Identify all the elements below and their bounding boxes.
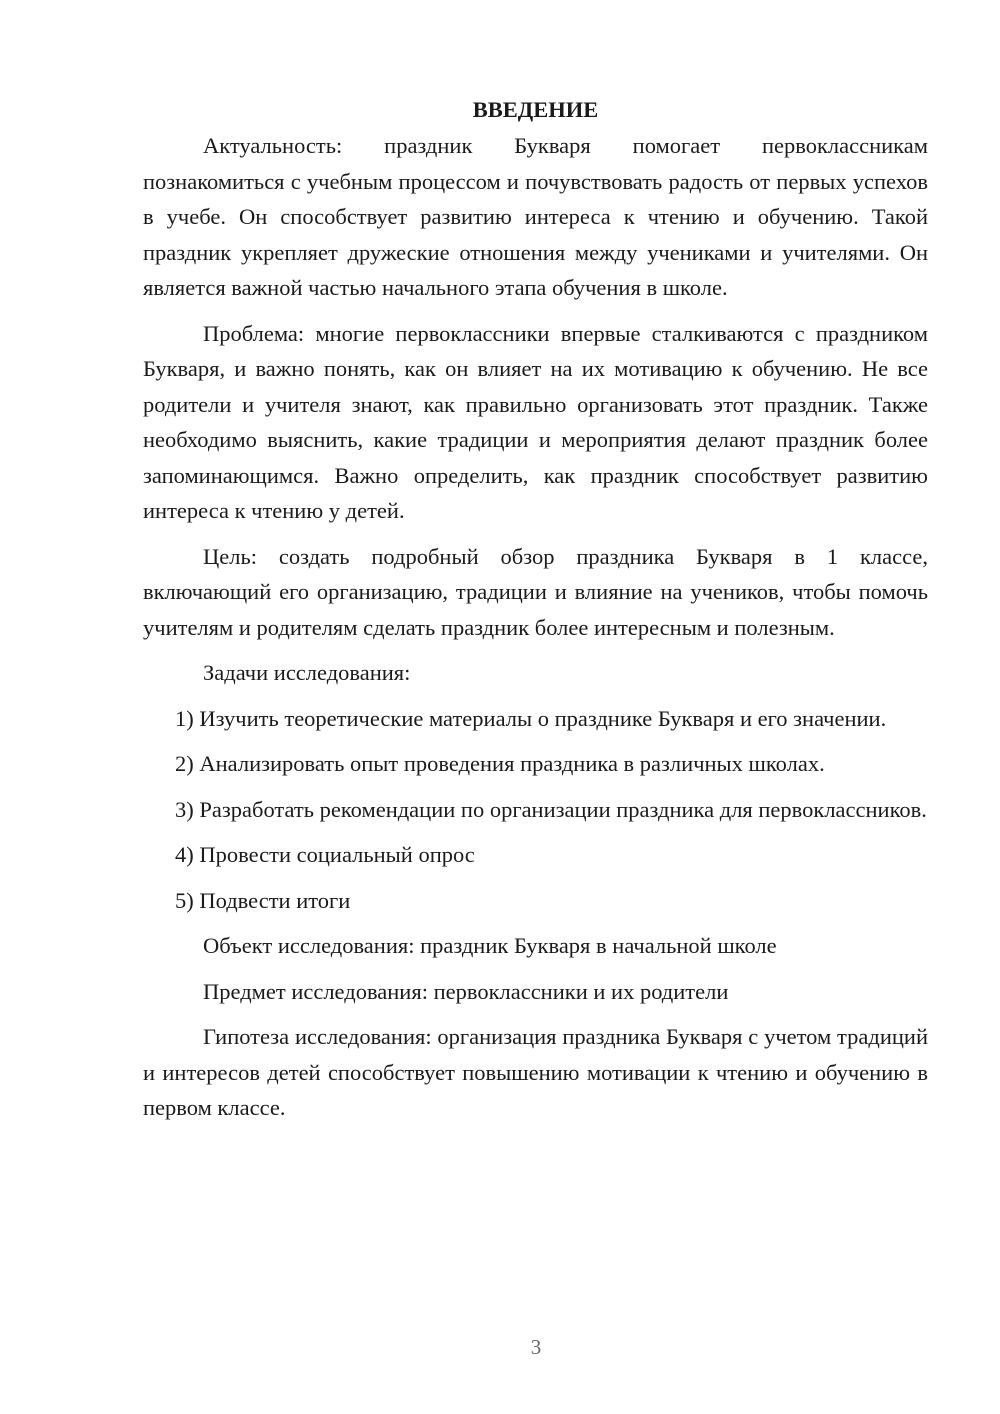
- page-title: ВВЕДЕНИЕ: [472, 97, 599, 122]
- research-subject: Предмет исследования: первоклассники и их родители: [203, 978, 729, 1004]
- task-item-3: 3) Разработать рекомендации по организации праздника для первоклассников.: [175, 796, 927, 822]
- page-content: [143, 92, 928, 1136]
- tasks-heading: Задачи исследования:: [203, 660, 411, 685]
- research-object: Объект исследования: праздник Букваря в начальной школе: [203, 933, 777, 958]
- task-item-1: 1) Изучить теоретические материалы о празднике Букваря и его значении.: [175, 705, 887, 731]
- task-item-5: 5) Подвести итоги: [175, 887, 351, 913]
- relevance-paragraph: Актуальность: праздник Букваря помогает первоклассникам познакомиться с учебным процессом и почувствовать радость от первых успехов в учебе. Он способствует развитию интереса к чтению и обучению. Такой праздник укрепляет дружеские отношения между учениками и учителями. Он является важной частью начального этапа обучения в школе.: [143, 133, 928, 300]
- task-item-4: 4) Провести социальный опрос: [175, 842, 475, 867]
- problem-paragraph: Проблема: многие первоклассники впервые сталкиваются с праздником Букваря, и важно понять, как он влияет на их мотивацию к обучению. Не все родители и учителя знают, как правильно организовать этот праздник. Также необходимо выяснить, какие традиции и мероприятия делают праздник более запоминающимся. Важно определить, как праздник способствует развитию интереса к чтению у детей.: [143, 320, 928, 523]
- research-hypothesis: Гипотеза исследования: организация праздника Букваря с учетом традиций и интересов детей способствует повышению мотивации к чтению и обучению в первом классе.: [143, 1024, 928, 1120]
- page-number: 3: [530, 1335, 542, 1359]
- task-item-2: 2) Анализировать опыт проведения праздника в различных школах.: [175, 751, 825, 776]
- goal-paragraph: Цель: создать подробный обзор праздника Букваря в 1 классе, включающий его организацию, традиции и влияние на учеников, чтобы помочь учителям и родителям сделать праздник более интересным и полезным.: [143, 543, 928, 640]
